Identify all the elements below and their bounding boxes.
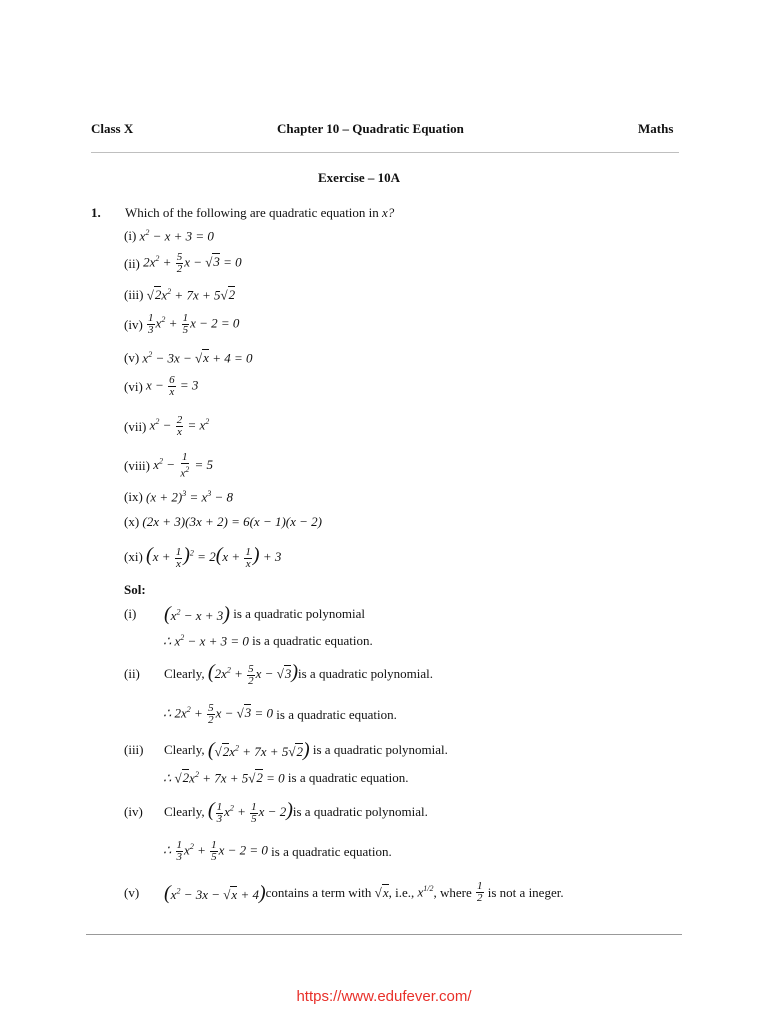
item-label: (iii) <box>124 287 144 303</box>
expression: ($2x^2$ + $\frac{5}{2}$ x − √3) <box>207 661 299 687</box>
equation: (x + $\frac{1}{x}$ )$^2$ = 2(x + $\frac{1}{x}$ ) + 3 <box>146 544 282 570</box>
expression: $(√2x^2 + 7x + 5√2)$ <box>207 739 310 761</box>
part-label: (ii) <box>124 666 140 682</box>
equation: $√2x^2 + 7x + 5√2$ <box>146 287 236 303</box>
part-label: (iv) <box>124 804 143 820</box>
exercise-title: Exercise – 10A <box>318 170 401 185</box>
item-label: (x) <box>124 514 140 529</box>
expression: $(x^2 - x + 3)$ <box>164 603 230 625</box>
header-divider <box>91 152 679 153</box>
part-text: is a quadratic polynomial. <box>312 742 448 757</box>
part-text: , where <box>433 884 472 900</box>
power-term: $x^{1/2}$ <box>417 884 434 900</box>
part-text: is a quadratic equation. <box>252 633 373 649</box>
question-number: 1. <box>91 205 101 220</box>
question-item-v <box>124 350 252 366</box>
question-item-ii <box>124 252 242 275</box>
question-item-iv <box>124 313 239 336</box>
equation: $x^2$ − $\frac{1}{x^2}$ = 5 <box>153 451 213 480</box>
part-label: (i) <box>124 606 137 621</box>
item-label: (ix) <box>124 489 143 505</box>
clearly-text: Clearly, <box>164 666 205 682</box>
question-item-x <box>124 514 322 530</box>
part-text: is a quadratic equation. <box>271 843 392 859</box>
item-label: (i) <box>124 228 137 244</box>
question-item-xi <box>124 545 281 570</box>
equation: ∴ $x^2 - x + 3 = 0$ <box>163 633 249 649</box>
question-item-vii <box>124 415 209 438</box>
solution-part-ii <box>124 662 433 687</box>
equation: x − $\frac{6}{x}$ = 3 <box>146 374 199 398</box>
solution-part-ii-conclusion <box>163 703 397 726</box>
footer-divider <box>86 934 682 935</box>
item-label: (iv) <box>124 316 143 332</box>
item-label: (vi) <box>124 378 143 394</box>
solution-part-iv-conclusion <box>163 840 392 863</box>
part-text: is a quadratic equation. <box>276 706 397 722</box>
question-item-vi <box>124 375 198 398</box>
equation: ∴ $\frac{1}{3}$ $x^2$ + $\frac{1}{5}$ x − 2 = 0 <box>163 839 268 863</box>
sqrt-x: √x <box>374 884 389 900</box>
part-label: (iii) <box>124 742 144 757</box>
part-text: is not a ineger. <box>487 884 564 900</box>
solution-part-iii-conclusion <box>163 770 409 786</box>
part-text: is a quadratic equation. <box>287 770 409 786</box>
question-item-ix <box>124 489 233 505</box>
header-chapter: Chapter 10 – Quadratic Equation <box>277 121 464 136</box>
item-label: (ii) <box>124 255 140 271</box>
footer-url-link[interactable]: https://www.edufever.com/ <box>296 988 472 1005</box>
clearly-text: Clearly, <box>164 742 205 757</box>
solution-part-iv <box>124 800 428 825</box>
item-label: (xi) <box>124 549 143 565</box>
solution-part-i <box>124 604 365 624</box>
equation: $x^2 - x + 3 = 0$ <box>139 228 214 244</box>
equation: ∴ $2x^2$ + $\frac{5}{2}$ x − √3 = 0 <box>163 702 274 726</box>
item-label: (viii) <box>124 457 150 473</box>
part-label: (v) <box>124 884 140 900</box>
solution-part-v <box>124 881 564 904</box>
equation: (2x + 3)(3x + 2) = 6(x − 1)(x − 2) <box>142 514 322 529</box>
solution-part-i-conclusion <box>163 633 373 649</box>
equation: $2x^2$ + $\frac{5}{2}$ x − √3 = 0 <box>143 251 242 275</box>
solution-heading: Sol: <box>124 582 146 597</box>
equation: $x^2$ − $\frac{2}{x}$ = $x^2$ <box>149 414 210 438</box>
question-item-viii <box>124 452 213 480</box>
item-label: (v) <box>124 350 140 366</box>
clearly-text: Clearly, <box>164 804 205 820</box>
equation: $(x + 2)^3 = x^3 - 8$ <box>146 489 234 505</box>
equation: ∴ $√2x^2 + 7x + 5√2 = 0$ <box>163 770 285 786</box>
part-text: is a quadratic polynomial <box>233 606 365 621</box>
part-text: , i.e., <box>388 884 415 900</box>
question-item-i <box>124 228 214 244</box>
expression: ( $\frac{1}{3}$ $x^2$ + $\frac{1}{5}$ x − 2) <box>207 799 293 825</box>
header-class: Class X <box>91 121 134 136</box>
question-text: Which of the following are quadratic equation in <box>125 205 379 220</box>
question-var: x? <box>382 205 395 220</box>
part-text: is a quadratic polynomial. <box>292 804 428 820</box>
question-item-iii <box>124 287 235 303</box>
part-text: contains a term with <box>265 884 372 900</box>
header-subject: Maths <box>638 121 674 136</box>
equation: $\frac{1}{3}$ $x^2$ + $\frac{1}{5}$ x − 2 = 0 <box>148 312 240 336</box>
solution-part-iii <box>124 740 448 760</box>
expression: $(x^2 - 3x - √x + 4)$ <box>164 881 266 904</box>
question-line <box>91 205 394 221</box>
equation: $x^2 - 3x - √x + 4 = 0$ <box>142 350 253 366</box>
half-fraction: $\frac{1}{2}$ <box>477 880 483 904</box>
part-text: is a quadratic polynomial. <box>298 666 434 682</box>
item-label: (vii) <box>124 418 147 434</box>
